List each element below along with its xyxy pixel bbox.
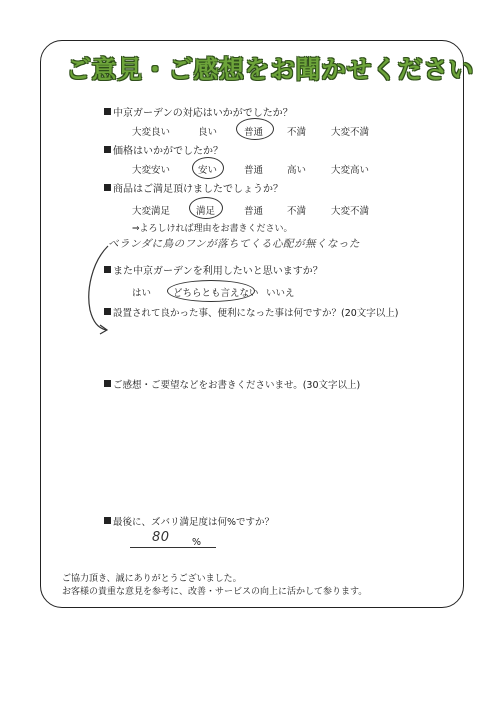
question-comments (104, 377, 360, 391)
square-bullet-icon (104, 517, 111, 524)
q5-answer-area[interactable] (104, 322, 434, 372)
question-benefits (104, 305, 399, 319)
q1-option-very-good[interactable]: 大変良い (132, 127, 171, 138)
q3-option-very-dissatisfied[interactable]: 大変不満 (331, 206, 370, 217)
question-service (104, 104, 293, 119)
q3-option-satisfied[interactable]: 満足 (196, 206, 216, 217)
q1-option-dissatisfied[interactable]: 不満 (287, 127, 307, 138)
satisfaction-unit: % (192, 537, 202, 548)
square-bullet-icon (104, 266, 111, 273)
q1-option-normal[interactable]: 普通 (244, 127, 264, 138)
q2-option-very-cheap[interactable]: 大変安い (132, 165, 171, 176)
q3-option-normal[interactable]: 普通 (244, 206, 264, 217)
question-reuse (104, 262, 323, 277)
square-bullet-icon (104, 146, 111, 153)
square-bullet-icon (104, 108, 111, 115)
q2-option-normal[interactable]: 普通 (244, 165, 264, 176)
survey-title: ご意見・ご感想をお聞かせください (66, 55, 475, 84)
q3-reason-prompt: ⇒よろしければ理由をお書きください。 (132, 224, 293, 234)
q2-selection-circle (192, 157, 224, 179)
question-price (104, 142, 223, 157)
q6-answer-area[interactable] (104, 394, 434, 504)
question-price-label: 価格はいかがでしたか？ (113, 146, 223, 157)
question-reuse-label: また中京ガーデンを利用したいと思いますか？ (113, 266, 323, 277)
question-satisfaction-label: 最後に、ズバリ満足度は何%ですか？ (113, 517, 275, 528)
q4-option-yes[interactable]: はい (132, 288, 152, 299)
q3-option-dissatisfied[interactable]: 不満 (287, 206, 307, 217)
q2-option-cheap[interactable]: 安い (198, 165, 218, 176)
satisfaction-answer[interactable]: 80 (152, 530, 170, 545)
q2-option-expensive[interactable]: 高い (287, 165, 307, 176)
q2-option-very-expensive[interactable]: 大変高い (331, 165, 370, 176)
q3-selection-circle (189, 197, 223, 219)
q3-reason-handwritten[interactable]: ベランダに鳥のフンが落ちてくる心配が無くなった (108, 238, 361, 250)
q4-option-no[interactable]: いいえ (266, 288, 295, 299)
question-satisfaction (104, 514, 274, 528)
question-comments-label: ご感想・ご要望などをお書きくださいませ。(30文字以上) (113, 380, 361, 391)
q4-option-neither[interactable]: どちらとも言えない (173, 288, 259, 299)
question-product-label: 商品はご満足頂けましたでしょうか？ (113, 184, 283, 195)
satisfaction-underline (130, 547, 216, 548)
q1-selection-circle (236, 118, 274, 140)
footer-thanks: ご協力頂き、誠にありがとうございました。 (62, 574, 242, 584)
question-service-label: 中京ガーデンの対応はいかがでしたか？ (113, 108, 293, 119)
footer-message: お客様の貴重な意見を参考に、改善・サービスの向上に活かして参ります。 (62, 587, 368, 597)
q1-option-good[interactable]: 良い (198, 127, 218, 138)
square-bullet-icon (104, 308, 111, 315)
square-bullet-icon (104, 380, 111, 387)
square-bullet-icon (104, 184, 111, 191)
question-product (104, 180, 283, 195)
q1-option-very-dissatisfied[interactable]: 大変不満 (331, 127, 370, 138)
question-benefits-label: 設置されて良かった事、便利になった事は何ですか？(20文字以上) (113, 308, 399, 319)
q3-option-very-satisfied[interactable]: 大変満足 (132, 206, 171, 217)
q4-selection-circle (167, 280, 255, 302)
